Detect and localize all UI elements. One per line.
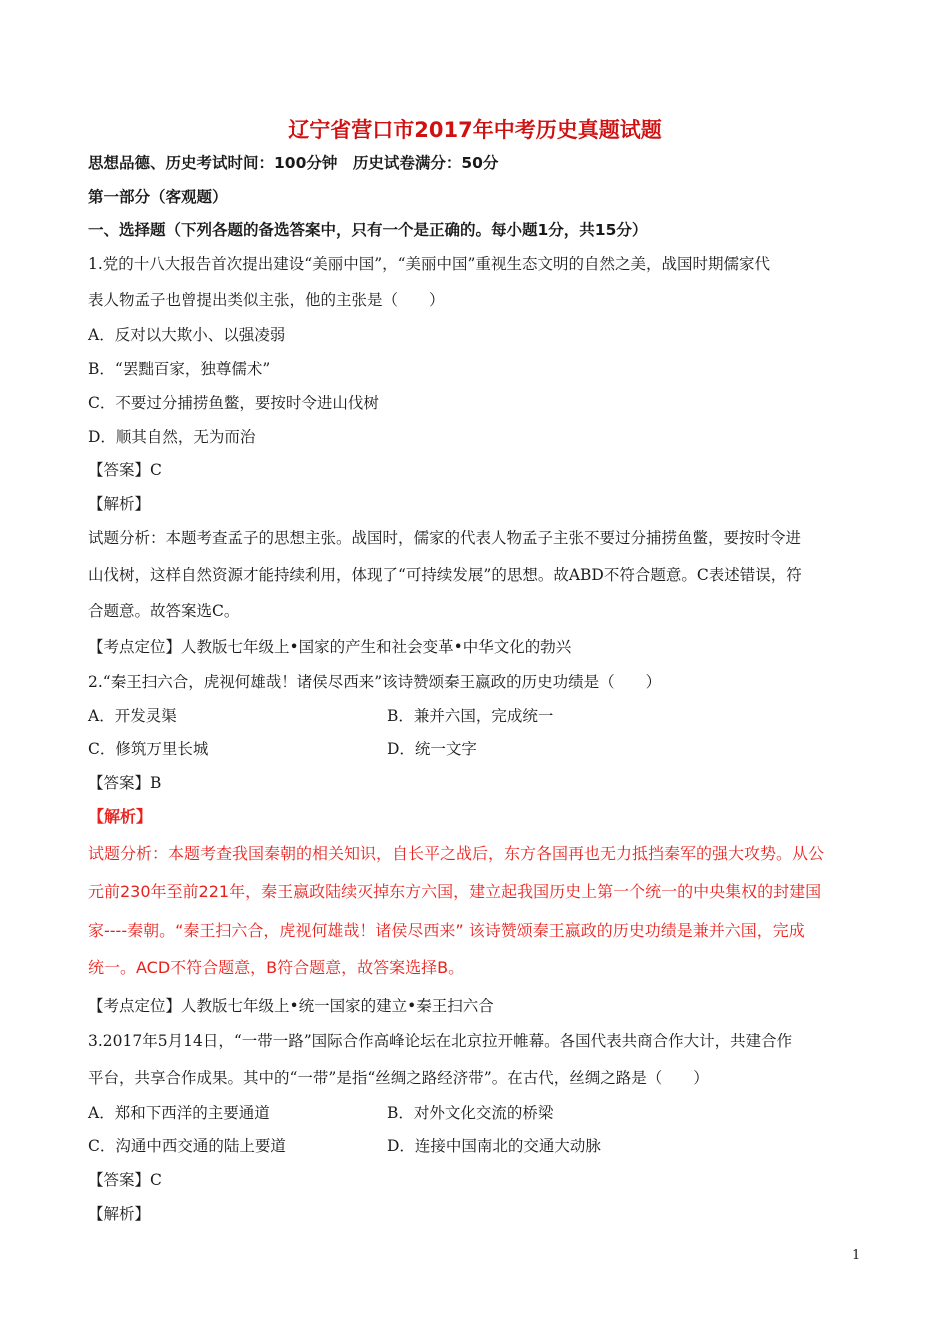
q1-option-c: C．不要过分捕捞鱼鳖，要按时令进山伐树	[88, 394, 379, 412]
q1-stem-line2: 表人物孟子也曾提出类似主张，他的主张是（ ）	[88, 291, 445, 309]
q1-analysis-label: 【解析】	[88, 495, 151, 513]
q2-analysis-line1: 试题分析：本题考查我国秦朝的相关知识，自长平之战后，东方各国再也无力抵挡秦军的强大攻势。从公	[88, 844, 825, 863]
exam-info: 思想品德、历史考试时间：100分钟 历史试卷满分：50分	[88, 154, 499, 172]
q2-analysis-line3: 家----秦朝。“秦王扫六合，虎视何雄哉！诸侯尽西来” 该诗赞颂秦王嬴政的历史功绩是兼并六国，完成	[88, 921, 805, 940]
q3-analysis-label: 【解析】	[88, 1205, 151, 1223]
q2-answer: 【答案】B	[88, 774, 162, 792]
page-title: 辽宁省营口市2017年中考历史真题试题	[288, 118, 662, 142]
q2-option-a: A．开发灵渠	[88, 707, 177, 725]
q3-option-d: D．连接中国南北的交通大动脉	[387, 1137, 601, 1155]
q1-analysis-line1: 试题分析：本题考查孟子的思想主张。战国时，儒家的代表人物孟子主张不要过分捕捞鱼鳖，要按时令进	[88, 529, 802, 547]
q1-answer: 【答案】C	[88, 461, 162, 479]
q1-analysis-line3: 合题意。故答案选C。	[88, 602, 240, 620]
part-heading: 第一部分（客观题）	[88, 188, 228, 206]
q2-kaodian: 【考点定位】人教版七年级上•统一国家的建立•秦王扫六合	[88, 997, 494, 1015]
q3-option-c: C．沟通中西交通的陆上要道	[88, 1137, 286, 1155]
page-number: 1	[852, 1248, 861, 1263]
q3-stem-line1: 3.2017年5月14日，“一带一路”国际合作高峰论坛在北京拉开帷幕。各国代表共商合作大计，共建合作	[88, 1032, 793, 1050]
q1-kaodian: 【考点定位】人教版七年级上•国家的产生和社会变革•中华文化的勃兴	[88, 638, 572, 656]
q2-option-b: B．兼并六国，完成统一	[387, 707, 554, 725]
q1-stem-line1: 1.党的十八大报告首次提出建设“美丽中国”，“美丽中国”重视生态文明的自然之美，战国时期儒家代	[88, 255, 770, 273]
q2-option-d: D．统一文字	[387, 740, 477, 758]
q2-option-c: C．修筑万里长城	[88, 740, 209, 758]
q2-analysis-label: 【解析】	[88, 807, 153, 826]
q2-analysis-line2: 元前230年至前221年，秦王嬴政陆续灭掉东方六国，建立起我国历史上第一个统一的中央集权的封建国	[88, 882, 822, 901]
q1-analysis-line2: 山伐树，这样自然资源才能持续利用，体现了“可持续发展”的思想。故ABD不符合题意。C表述错误，符	[88, 566, 802, 584]
q1-option-b: B．“罢黜百家，独尊儒术”	[88, 360, 271, 378]
q3-stem-line2: 平台，共享合作成果。其中的“一带”是指“丝绸之路经济带”。在古代，丝绸之路是（ ）	[88, 1069, 709, 1087]
q2-stem: 2.“秦王扫六合，虎视何雄哉！诸侯尽西来”该诗赞颂秦王嬴政的历史功绩是（ ）	[88, 673, 662, 691]
q1-option-a: A．反对以大欺小、以强凌弱	[88, 326, 286, 344]
q3-option-a: A．郑和下西洋的主要通道	[88, 1104, 270, 1122]
q2-analysis-line4: 统一。ACD不符合题意，B符合题意，故答案选择B。	[88, 958, 465, 977]
q3-answer: 【答案】C	[88, 1171, 162, 1189]
q1-option-d: D．顺其自然，无为而治	[88, 428, 256, 446]
section-heading: 一、选择题（下列各题的备选答案中，只有一个是正确的。每小题1分，共15分）	[88, 221, 648, 239]
q3-option-b: B．对外文化交流的桥梁	[387, 1104, 554, 1122]
